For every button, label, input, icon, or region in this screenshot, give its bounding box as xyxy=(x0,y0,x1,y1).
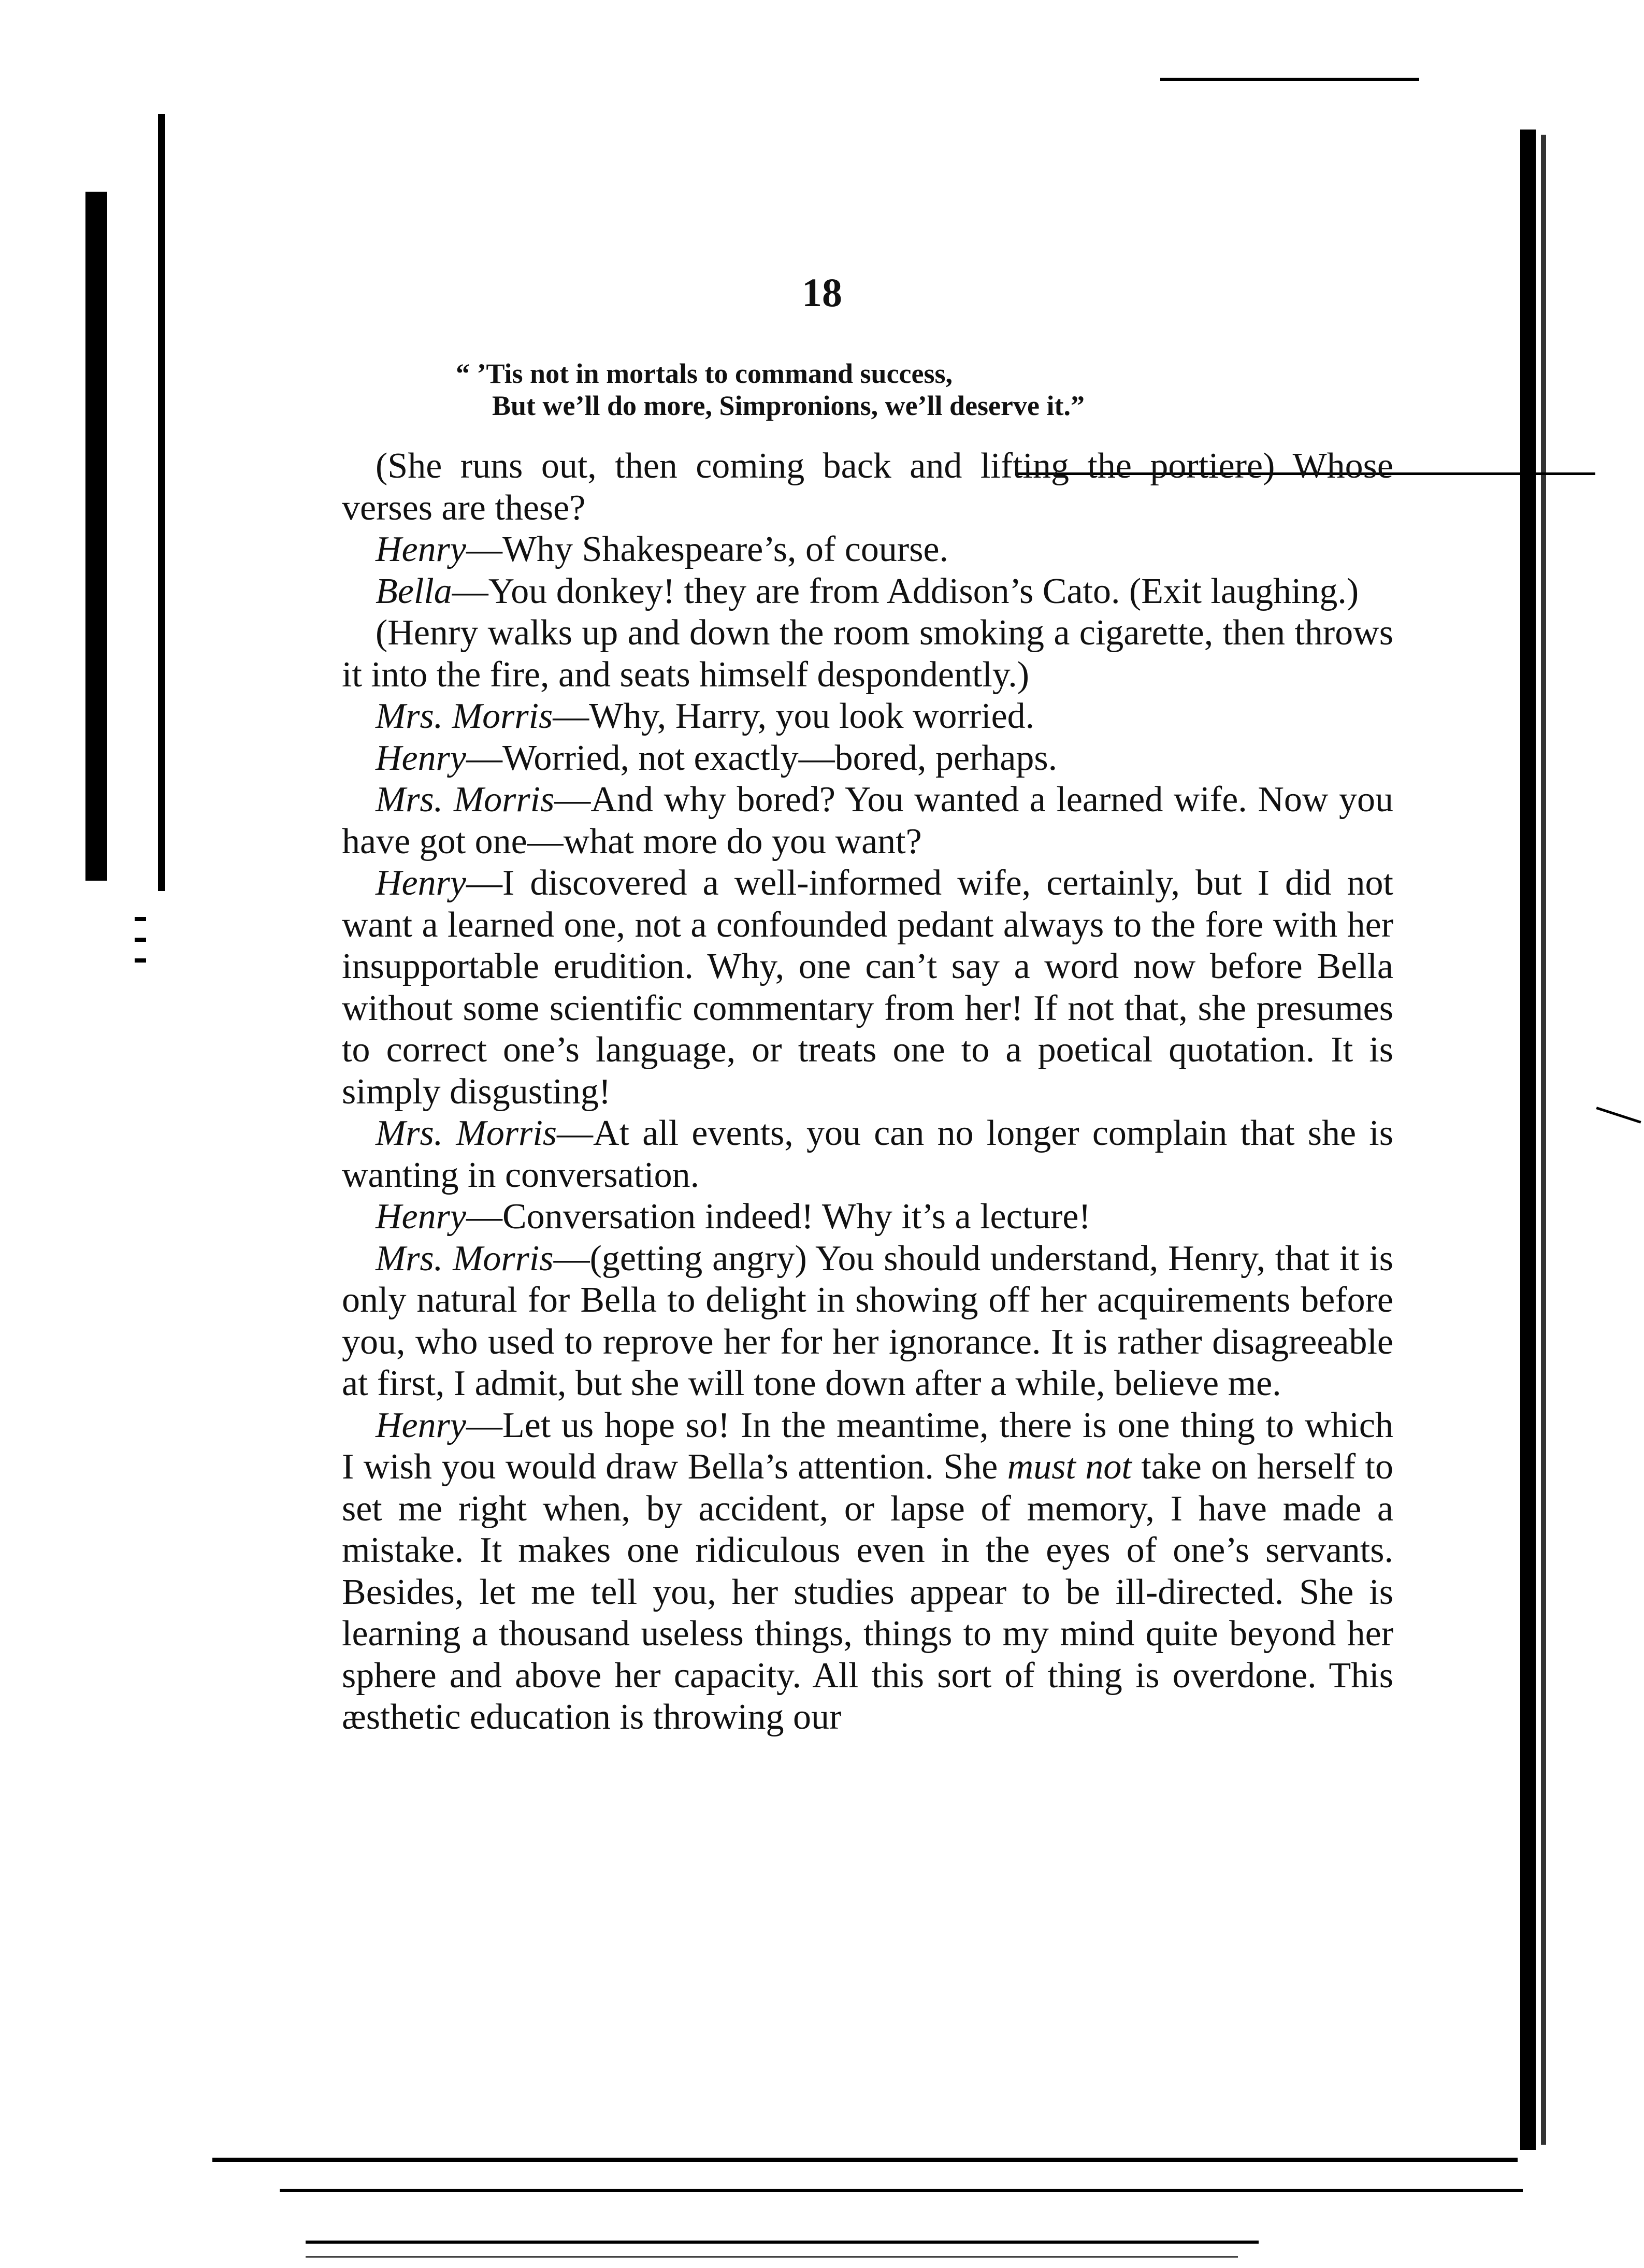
dialogue-text: take on herself to set me right when, by accident, or lapse of memory, I have made a mistake. It makes one ridiculous even in the eyes of one’s servants. Besides, let me tell you, her studies appear to be ill-directed. She is learning a thousand useless things, things to my mind quite beyond her sphere and above her capacity. All this sort of thing is overdone. This æsthetic education is throwing our xyxy=(342,1447,1393,1737)
speaker-name: Mrs. Morris xyxy=(376,696,553,736)
speaker-name: Mrs. Morris xyxy=(376,1238,554,1279)
scan-mark xyxy=(135,938,146,942)
dialogue-text: —Conversation indeed! Why it’s a lecture! xyxy=(466,1197,1091,1237)
dialogue-paragraph xyxy=(342,863,1393,1113)
scan-edge-shadow xyxy=(1520,130,1536,2150)
dialogue-paragraph xyxy=(342,696,1393,738)
dialogue-paragraph xyxy=(342,1196,1393,1238)
dialogue-text: —Why, Harry, you look worried. xyxy=(553,696,1035,736)
dialogue-paragraph xyxy=(342,1238,1393,1405)
epigraph-line: “ ’Tis not in mortals to command success, xyxy=(456,358,953,389)
dialogue-text: —You donkey! they are from Addison’s Cato. (Exit laughing.) xyxy=(452,571,1359,611)
dialogue-text: —Let us hope so! In the meantime, there is one thing to which I wish you would draw Bella’s attention. She xyxy=(342,1405,1393,1487)
scan-rule xyxy=(280,2189,1523,2192)
dialogue-text: —At all events, you can no longer complain that she is wanting in conversation. xyxy=(342,1113,1393,1195)
epigraph xyxy=(456,357,1336,422)
scan-mark xyxy=(1596,1107,1641,1124)
dialogue-text: —(getting angry) You should understand, Henry, that it is only natural for Bella to delight in showing off her acquirements before you, who used to reprove her for her ignorance. It is rather disagreeable at first, I admit, but she will tone down after a while, believe me. xyxy=(342,1238,1393,1403)
speaker-name: Henry xyxy=(376,529,466,569)
emphasized-text: must not xyxy=(1007,1447,1132,1487)
scan-edge-shadow xyxy=(1541,135,1546,2145)
dialogue-paragraph xyxy=(342,1405,1393,1739)
paragraph-text: (She runs out, then coming back and lifting the portiere) Whose verses are these? xyxy=(342,446,1393,528)
scan-rule xyxy=(1160,78,1419,81)
dialogue-paragraph xyxy=(342,779,1393,863)
page-body xyxy=(342,446,1393,1739)
scan-rule xyxy=(306,2256,1238,2258)
dialogue-paragraph xyxy=(342,571,1393,613)
speaker-name: Henry xyxy=(376,738,466,778)
paragraph-text: (Henry walks up and down the room smoking a cigarette, then throws it into the fire, and seats himself despondently.) xyxy=(342,613,1393,695)
dialogue-paragraph xyxy=(342,529,1393,571)
dialogue-text: —I discovered a well-informed wife, certainly, but I did not want a learned one, not a confounded pedant always to the fore with her insupportable erudition. Why, one can’t say a word now before Bella without some scientific commentary from her! If not that, she presumes to correct one’s language, or treats one to a poetical quotation. It is simply disgusting! xyxy=(342,863,1393,1112)
epigraph-line: But we’ll do more, Simpronions, we’ll deserve it.” xyxy=(492,390,1085,421)
speaker-name: Henry xyxy=(376,863,466,903)
dialogue-paragraph xyxy=(342,738,1393,780)
dialogue-text: —And why bored? You wanted a learned wife. Now you have got one—what more do you want? xyxy=(342,780,1393,862)
scan-rule xyxy=(306,2241,1259,2244)
speaker-name: Bella xyxy=(376,571,452,611)
page-number: 18 xyxy=(802,270,842,315)
speaker-name: Henry xyxy=(376,1197,466,1237)
scan-mark xyxy=(135,958,146,963)
scan-mark xyxy=(135,917,146,921)
speaker-name: Henry xyxy=(376,1405,466,1445)
stage-direction xyxy=(342,612,1393,696)
dialogue-text: —Why Shakespeare’s, of course. xyxy=(466,529,949,569)
stage-direction xyxy=(342,446,1393,529)
dialogue-paragraph xyxy=(342,1113,1393,1196)
scan-edge-shadow xyxy=(158,114,165,891)
dialogue-text: —Worried, not exactly—bored, perhaps. xyxy=(466,738,1058,778)
speaker-name: Mrs. Morris xyxy=(376,780,555,820)
scan-rule xyxy=(212,2158,1518,2162)
speaker-name: Mrs. Morris xyxy=(376,1113,557,1153)
